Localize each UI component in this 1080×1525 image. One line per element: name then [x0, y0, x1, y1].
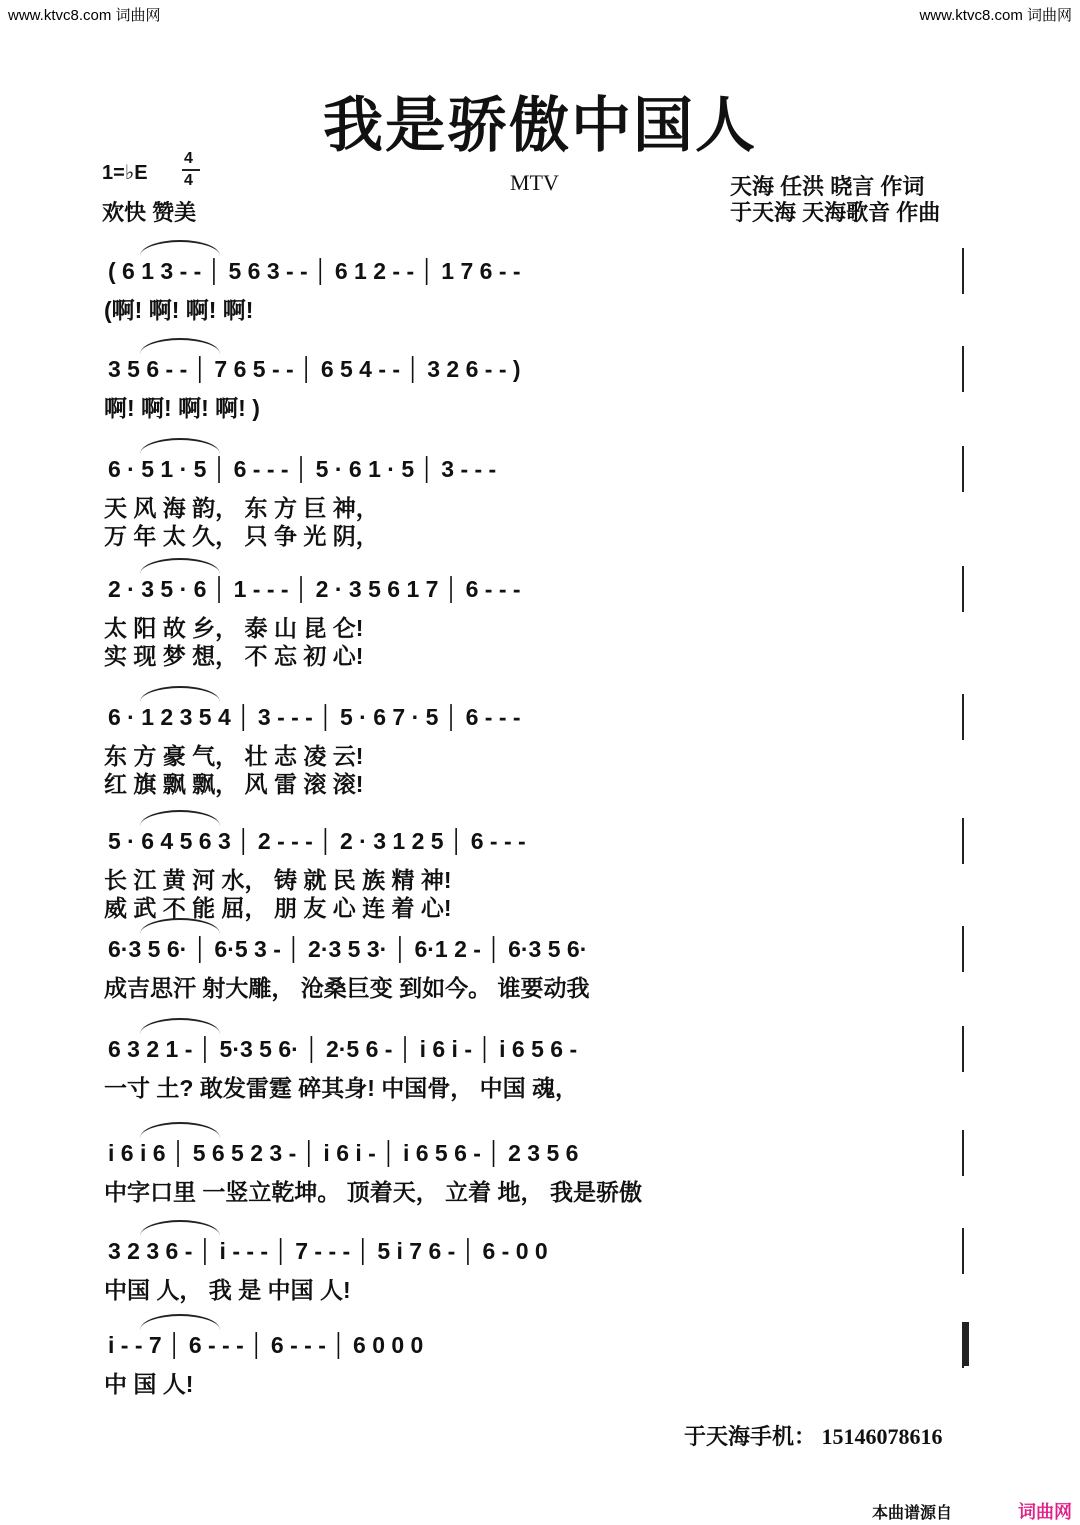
notation-line-4: 2 · 3 5 · 6 │ 1 - - - │ 2 · 3 5 6 1 7 │ 6 - - -: [108, 576, 521, 602]
lyric-line-5-1: 东 方 豪 气， 壮 志 凌 云!: [104, 743, 364, 769]
barline: [962, 694, 964, 740]
notation-line-9: i 6 i 6 │ 5 6 5 2 3 - │ i 6 i - │ i 6 5 6 - │ 2 3 5 6: [108, 1140, 579, 1166]
notation-line-11: i - - 7 │ 6 - - - │ 6 - - - │ 6 0 0 0: [108, 1332, 424, 1358]
barline: [962, 1228, 964, 1274]
lyric-line-8-1: 一寸 土? 敢发雷霆 碎其身! 中国骨， 中国 魂，: [104, 1075, 579, 1101]
lyric-line-3-2: 万 年 太 久， 只 争 光 阴，: [104, 523, 379, 549]
barline: [962, 1130, 964, 1176]
lyric-line-3-1: 天 风 海 韵， 东 方 巨 神，: [104, 495, 379, 521]
notation-line-8: 6 3 2 1 - │ 5·3 5 6· │ 2·5 6 - │ i 6 i - │ i 6 5 6 -: [108, 1036, 578, 1062]
slur-mark: [140, 1122, 220, 1138]
slur-mark: [140, 686, 220, 702]
lyricist: 天海 任洪 晓言 作词: [730, 174, 925, 199]
composer-phone: 于天海手机： 15146078616: [684, 1424, 943, 1449]
slur-mark: [140, 1220, 220, 1236]
barline: [962, 1026, 964, 1072]
mtv-tag: MTV: [510, 170, 559, 195]
mood-text: 欢快 赞美: [102, 200, 197, 225]
barline: [962, 566, 964, 612]
notation-line-7: 6·3 5 6· │ 6·5 3 - │ 2·3 5 3· │ 6·1 2 - │ 6·3 5 6·: [108, 936, 588, 962]
lyric-line-4-2: 实 现 梦 想， 不 忘 初 心!: [104, 643, 364, 669]
site-header-left[interactable]: www.ktvc8.com 词曲网: [8, 7, 161, 24]
slur-mark: [140, 1018, 220, 1034]
lyric-line-2-1: 啊! 啊! 啊! 啊! ): [104, 395, 260, 421]
notation-line-10: 3 2 3 6 - │ i - - - │ 7 - - - │ 5 i 7 6 - │ 6 - 0 0: [108, 1238, 548, 1264]
slur-mark: [140, 240, 220, 256]
notation-line-6: 5 · 6 4 5 6 3 │ 2 - - - │ 2 · 3 1 2 5 │ 6 - - -: [108, 828, 526, 854]
slur-mark: [140, 338, 220, 354]
key-signature: 1=♭E: [102, 162, 148, 184]
notation-line-5: 6 · 1 2 3 5 4 │ 3 - - - │ 5 · 6 7 · 5 │ 6 - - -: [108, 704, 521, 730]
lyric-line-11-1: 中 国 人!: [104, 1371, 194, 1397]
source-label: 本曲谱源自: [872, 1505, 953, 1522]
lyric-line-6-2: 威 武 不 能 屈， 朋 友 心 连 着 心!: [104, 895, 452, 921]
song-title: 我是骄傲中国人: [323, 91, 757, 161]
notation-line-1: ( 6 1 3 - - │ 5 6 3 - - │ 6 1 2 - - │ 1 7 6 - -: [108, 258, 521, 284]
barline: [962, 446, 964, 492]
slur-mark: [140, 558, 220, 574]
notation-line-3: 6 · 5 1 · 5 │ 6 - - - │ 5 · 6 1 · 5 │ 3 - - -: [108, 456, 497, 482]
time-signature-bottom: 4: [184, 172, 193, 189]
lyric-line-4-1: 太 阳 故 乡， 泰 山 昆 仑!: [104, 615, 364, 641]
lyric-line-1-1: (啊! 啊! 啊! 啊!: [104, 297, 254, 323]
barline: [962, 248, 964, 294]
lyric-line-5-2: 红 旗 飘 飘， 风 雷 滚 滚!: [104, 771, 364, 797]
lyric-line-6-1: 长 江 黄 河 水， 铸 就 民 族 精 神!: [104, 867, 452, 893]
final-barline: [964, 1322, 969, 1366]
barline: [962, 818, 964, 864]
composer: 于天海 天海歌音 作曲: [730, 200, 941, 225]
lyric-line-9-1: 中字口里 一竖立乾坤。 顶着天， 立着 地， 我是骄傲: [104, 1179, 642, 1205]
slur-mark: [140, 810, 220, 826]
time-signature-top: 4: [184, 150, 193, 167]
lyric-line-10-1: 中国 人， 我 是 中国 人!: [104, 1277, 351, 1303]
notation-line-2: 3 5 6 - - │ 7 6 5 - - │ 6 5 4 - - │ 3 2 6 - - ): [108, 356, 521, 382]
slur-mark: [140, 438, 220, 454]
source-brand-link[interactable]: 词曲网: [1018, 1502, 1072, 1522]
slur-mark: [140, 1314, 220, 1330]
lyric-line-7-1: 成吉思汗 射大雕， 沧桑巨变 到如今。 谁要动我: [104, 975, 590, 1001]
barline: [962, 926, 964, 972]
site-header-right[interactable]: www.ktvc8.com 词曲网: [919, 7, 1072, 24]
barline: [962, 346, 964, 392]
time-signature-bar: [182, 169, 200, 171]
